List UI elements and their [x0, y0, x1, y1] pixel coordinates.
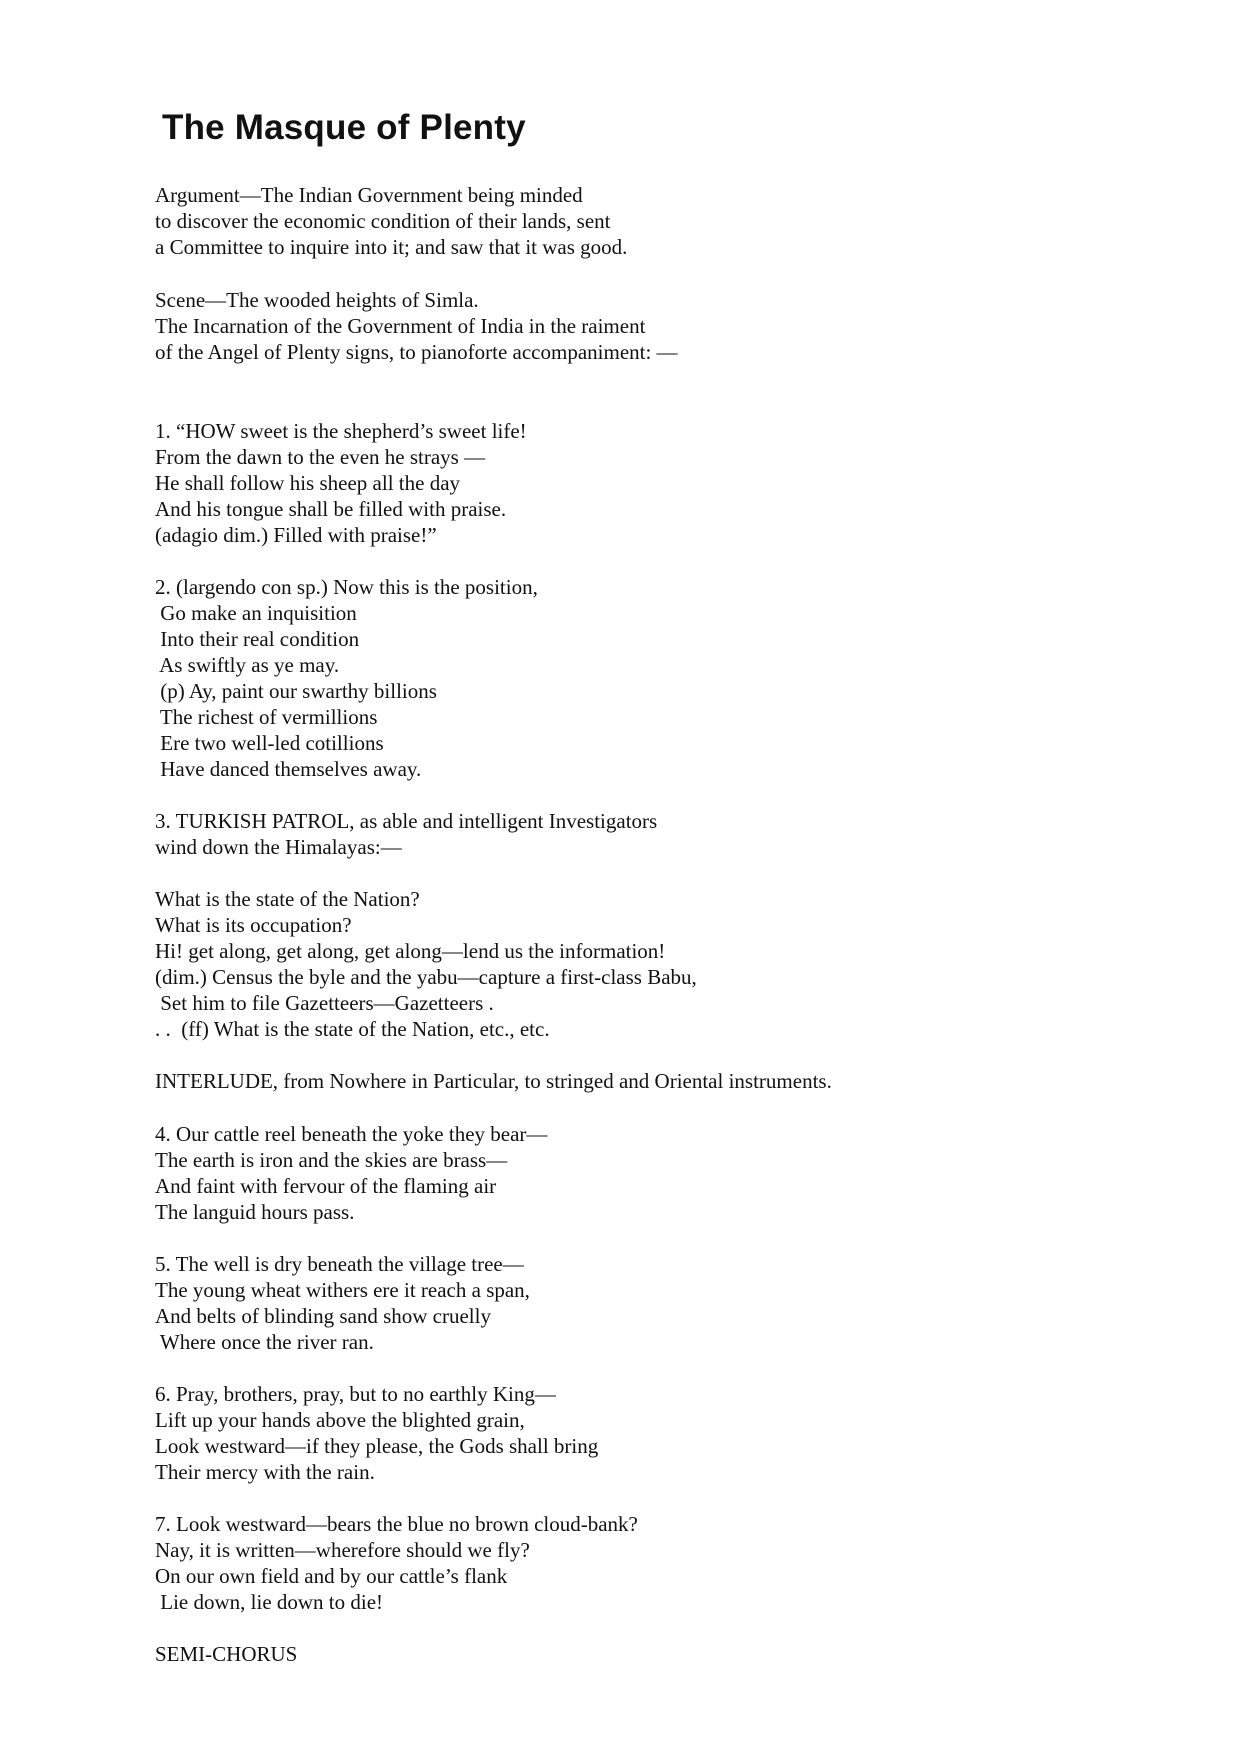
verse-line: 7. Look westward—bears the blue no brown cloud-bank?: [155, 1512, 638, 1536]
stage-direction: wind down the Himalayas:—: [155, 835, 402, 859]
verse-line: On our own field and by our cattle’s flank: [155, 1564, 508, 1588]
verse-line: And faint with fervour of the flaming air: [155, 1174, 497, 1198]
verse-line: From the dawn to the even he strays —: [155, 445, 486, 469]
verse-line: . . (ff) What is the state of the Nation, etc., etc.: [155, 1017, 550, 1041]
verse-line: The young wheat withers ere it reach a span,: [155, 1278, 530, 1302]
text-line: a Committee to inquire into it; and saw that it was good.: [155, 235, 628, 259]
verse-line: 4. Our cattle reel beneath the yoke they bear—: [155, 1122, 548, 1146]
verse-line: Where once the river ran.: [155, 1330, 374, 1354]
verse-line: Ere two well-led cotillions: [155, 731, 384, 755]
text-line: The Incarnation of the Government of India in the raiment: [155, 314, 646, 338]
verse-line: Hi! get along, get along, get along—lend us the information!: [155, 939, 666, 963]
verse-line: 2. (largendo con sp.) Now this is the position,: [155, 575, 538, 599]
verse-line: What is the state of the Nation?: [155, 887, 420, 911]
text-line: of the Angel of Plenty signs, to pianoforte accompaniment: —: [155, 340, 678, 364]
verse-line: (p) Ay, paint our swarthy billions: [155, 679, 437, 703]
verse-line: 1. “HOW sweet is the shepherd’s sweet life!: [155, 419, 527, 443]
verse-line: Lie down, lie down to die!: [155, 1590, 384, 1614]
verse-line: 5. The well is dry beneath the village tree—: [155, 1252, 524, 1276]
verse-line: Into their real condition: [155, 627, 360, 651]
verse-line: And belts of blinding sand show cruelly: [155, 1304, 491, 1328]
semi-chorus-heading: SEMI-CHORUS: [155, 1642, 298, 1666]
stage-direction: 3. TURKISH PATROL, as able and intelligent Investigators: [155, 809, 658, 833]
verse-line: Lift up your hands above the blighted grain,: [155, 1408, 525, 1432]
verse-line: He shall follow his sheep all the day: [155, 471, 461, 495]
verse-line: Set him to file Gazetteers—Gazetteers .: [155, 991, 494, 1015]
verse-line: What is its occupation?: [155, 913, 352, 937]
verse-line: And his tongue shall be filled with praise.: [155, 497, 507, 521]
verse-line: (dim.) Census the byle and the yabu—capture a first-class Babu,: [155, 965, 697, 989]
text-line: Scene—The wooded heights of Simla.: [155, 288, 479, 312]
page-title: The Masque of Plenty: [162, 108, 526, 147]
text-line: to discover the economic condition of their lands, sent: [155, 209, 611, 233]
verse-line: Their mercy with the rain.: [155, 1460, 375, 1484]
text-line: Argument—The Indian Government being minded: [155, 183, 583, 207]
verse-line: The earth is iron and the skies are brass—: [155, 1148, 508, 1172]
verse-line: (adagio dim.) Filled with praise!”: [155, 523, 437, 547]
verse-line: As swiftly as ye may.: [155, 653, 340, 677]
verse-line: Go make an inquisition: [155, 601, 357, 625]
verse-line: Nay, it is written—wherefore should we fly?: [155, 1538, 530, 1562]
verse-line: Look westward—if they please, the Gods shall bring: [155, 1434, 599, 1458]
interlude-direction: INTERLUDE, from Nowhere in Particular, to stringed and Oriental instruments.: [155, 1069, 832, 1093]
verse-line: The richest of vermillions: [155, 705, 378, 729]
verse-line: Have danced themselves away.: [155, 757, 422, 781]
verse-line: The languid hours pass.: [155, 1200, 355, 1224]
verse-line: 6. Pray, brothers, pray, but to no earthly King—: [155, 1382, 556, 1406]
